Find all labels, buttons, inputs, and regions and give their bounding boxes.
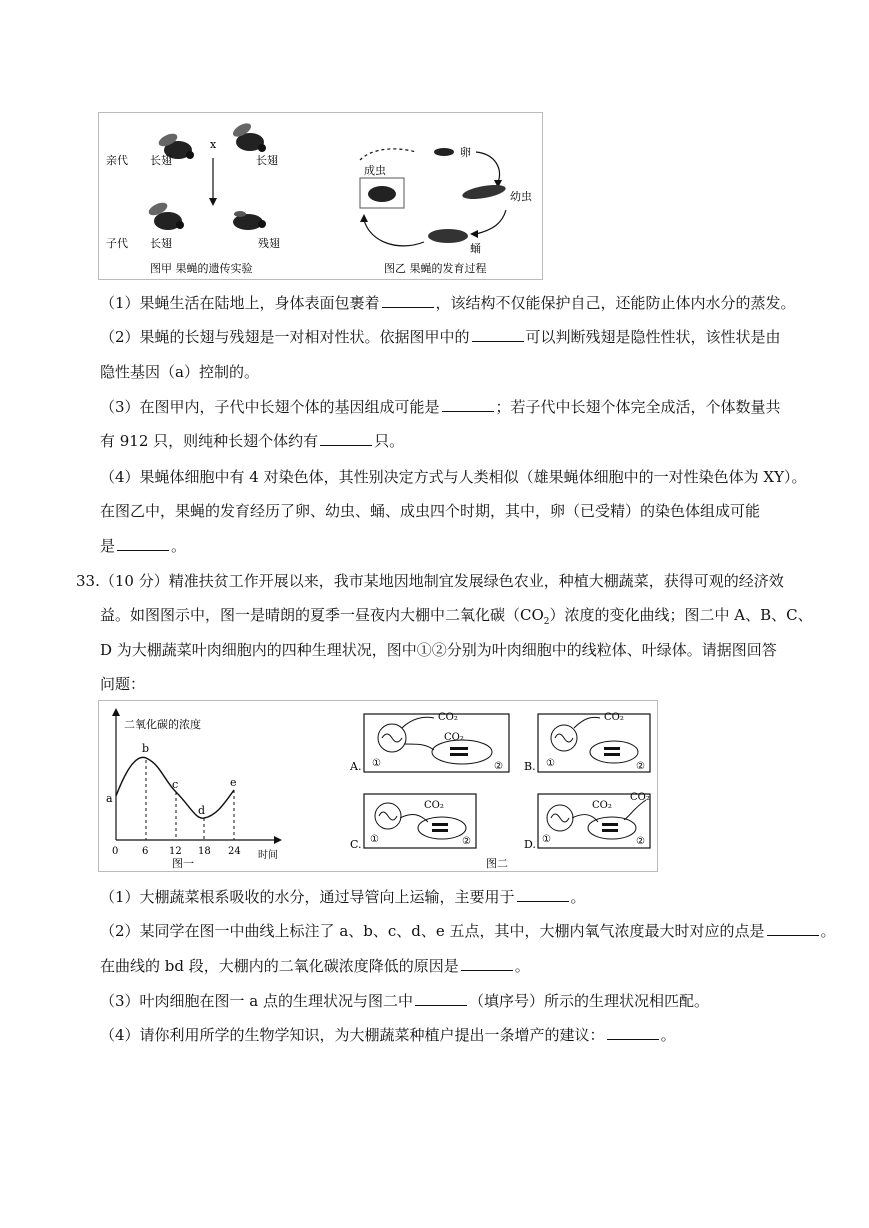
q32-3-text-c: 有 912 只，则纯种长翅个体约有 [100, 432, 319, 450]
point-e: e [230, 776, 237, 789]
point-c: c [172, 778, 179, 791]
panel-d-m1: ① [542, 834, 551, 845]
panel-c-m2: ② [462, 836, 471, 847]
panel-a-m2: ② [494, 761, 503, 772]
q32-2-text-a: （2）果蝇的长翅与残翅是一对相对性状。依据图甲中的 [100, 328, 470, 346]
q33-stem-3 [100, 639, 777, 660]
q32-item-3 [100, 396, 781, 417]
q33-item-3 [100, 990, 709, 1011]
fly-icon [147, 200, 184, 230]
answer-blank-6[interactable] [517, 887, 569, 902]
panel-a-label: A. [350, 760, 362, 773]
q33-stem-text-2b: ）浓度的变化曲线；图二中 A、B、C、 [549, 606, 813, 624]
q33-3-text: （3）叶肉细胞在图一 a 点的生理状况与图二中 [100, 992, 414, 1010]
q32-item-1 [100, 292, 796, 313]
q33-stem-text-1: 33.（10 分）精准扶贫工作开展以来，我市某地因地制宜发展绿色农业，种植大棚蔬菜，获得可观的经济效 [76, 572, 784, 590]
q33-2-end: 。 [820, 922, 836, 940]
q32-2-text-b: 可以判断残翅是隐性性状，该性状是由 [525, 328, 781, 346]
p1-label: 长翅 [150, 154, 172, 167]
panel-c-label: C. [350, 838, 362, 851]
point-b: b [142, 742, 150, 755]
panel-c-co2: CO₂ [424, 800, 444, 811]
q33-stem-2 [100, 604, 813, 627]
panel-a-m1: ① [372, 758, 381, 769]
figure-jia-yi [98, 112, 543, 280]
q32-item-4 [100, 466, 806, 487]
p2-label: 长翅 [256, 154, 278, 167]
point-a: a [106, 792, 113, 805]
q33-stem-1 [76, 570, 784, 591]
q32-3-text-a: （3）在图甲内，子代中长翅个体的基因组成可能是 [100, 398, 440, 416]
panel-d-m2: ② [636, 836, 645, 847]
q33-1-end: 。 [570, 888, 586, 906]
y-axis-label: 二氧化碳的浓度 [124, 718, 201, 731]
q32-4-text-d: 。 [171, 537, 187, 555]
caption-jia: 图甲 果蝇的遗传实验 [150, 262, 253, 275]
larva-label: 幼虫 [510, 190, 532, 203]
q32-3-text-b: ；若子代中长翅个体完全成活，个体数量共 [495, 398, 781, 416]
cross-symbol: x [210, 138, 217, 151]
tick-18: 18 [198, 846, 211, 857]
answer-blank-1[interactable] [382, 293, 434, 308]
adult-label: 成虫 [364, 164, 386, 177]
figure-co2-curve-and-cells [98, 700, 658, 872]
q32-2-text-c: 隐性基因（a）控制的。 [100, 363, 259, 381]
q32-item-2-cont [100, 361, 259, 382]
panel-d-co2-out: CO₂ [630, 792, 650, 803]
q33-2-text: （2）某同学在图一中曲线上标注了 a、b、c、d、e 五点，其中，大棚内氧气浓度最大时对应的点是 [100, 922, 765, 940]
q32-4-text-b: 在图乙中，果蝇的发育经历了卵、幼虫、蛹、成虫四个时期，其中，卵（已受精）的染色体组成可能 [100, 502, 761, 520]
tick-12: 12 [169, 846, 182, 857]
q33-item-2 [100, 920, 836, 941]
q32-4-text-c: 是 [100, 537, 116, 555]
panel-b-m2: ② [636, 761, 645, 772]
fly-icon [233, 211, 266, 230]
q32-3-text-d: 只。 [374, 432, 405, 450]
answer-blank-5[interactable] [117, 536, 169, 551]
panel-a-co2-out: CO₂ [438, 712, 458, 723]
q33-2b-text: 在曲线的 bd 段，大棚内的二氧化碳浓度降低的原因是 [100, 957, 459, 975]
panel-a-co2-in: CO₂ [444, 732, 464, 743]
q32-item-3-cont [100, 430, 404, 451]
q33-item-1 [100, 886, 586, 907]
panel-d-co2-in: CO₂ [592, 800, 612, 811]
q32-1-text-a: （1）果蝇生活在陆地上，身体表面包裹着 [100, 294, 380, 312]
q33-stem-text-3: D 为大棚蔬菜叶肉细胞内的四种生理状况，图中①②分别为叶肉细胞中的线粒体、叶绿体。请据图回答 [100, 641, 777, 659]
q32-1-text-b: ，该结构不仅能保护自己，还能防止体内水分的蒸发。 [435, 294, 796, 312]
tick-24: 24 [228, 846, 241, 857]
child-generation-label: 子代 [106, 237, 128, 250]
x-axis-label: 时间 [258, 850, 278, 861]
panel-b-label: B. [524, 760, 536, 773]
panel-c [364, 794, 476, 848]
panel-a [364, 712, 509, 772]
q32-item-4-cont2 [100, 535, 186, 556]
panel-b-co2: CO₂ [604, 712, 624, 723]
q32-item-2 [100, 326, 781, 347]
parent-generation-label: 亲代 [106, 154, 128, 167]
q33-stem-4 [100, 673, 145, 694]
tick-0: 0 [112, 846, 119, 857]
pupa-label: 蛹 [470, 242, 481, 255]
q33-stem-text-4: 问题： [100, 675, 146, 693]
panel-b-m1: ① [546, 758, 555, 769]
q32-4-text-a: （4）果蝇体细胞中有 4 对染色体，其性别决定方式与人类相似（雄果蝇体细胞中的一对性染色体为 XY）。 [100, 468, 807, 486]
caption-fig2: 图二 [486, 857, 508, 870]
q33-2b-end: 。 [514, 957, 530, 975]
q33-3-end: （填序号）所示的生理状况相匹配。 [469, 992, 710, 1010]
answer-blank-9[interactable] [415, 991, 467, 1006]
answer-blank-8[interactable] [461, 956, 513, 971]
panel-d-label: D. [524, 838, 536, 851]
q33-item-4 [100, 1024, 676, 1045]
caption-fig1: 图一 [172, 857, 194, 870]
caption-yi: 图乙 果蝇的发育过程 [384, 262, 487, 275]
answer-blank-7[interactable] [767, 921, 819, 936]
q33-4-text: （4）请你利用所学的生物学知识，为大棚蔬菜种植户提出一条增产的建议： [100, 1026, 605, 1044]
co2-subscript: 2 [543, 617, 550, 627]
tick-6: 6 [142, 846, 149, 857]
c1-label: 长翅 [150, 237, 172, 250]
panel-c-m1: ① [370, 834, 379, 845]
q33-stem-text-2a: 益。如图图示中，图一是晴朗的夏季一昼夜内大棚中二氧化碳（CO [100, 606, 544, 624]
answer-blank-2[interactable] [472, 327, 524, 342]
q33-1-text: （1）大棚蔬菜根系吸收的水分，通过导管向上运输，主要用于 [100, 888, 515, 906]
answer-blank-4[interactable] [320, 431, 372, 446]
panel-b [538, 712, 650, 772]
panel-d [538, 792, 650, 848]
point-d: d [198, 804, 206, 817]
answer-blank-3[interactable] [442, 397, 494, 412]
egg-label: 卵 [460, 146, 471, 159]
q33-item-2-cont [100, 955, 530, 976]
q33-4-end: 。 [660, 1026, 676, 1044]
answer-blank-10[interactable] [607, 1025, 659, 1040]
fly-icon [231, 121, 266, 152]
q32-item-4-cont [100, 500, 760, 521]
c2-label: 残翅 [258, 237, 280, 250]
